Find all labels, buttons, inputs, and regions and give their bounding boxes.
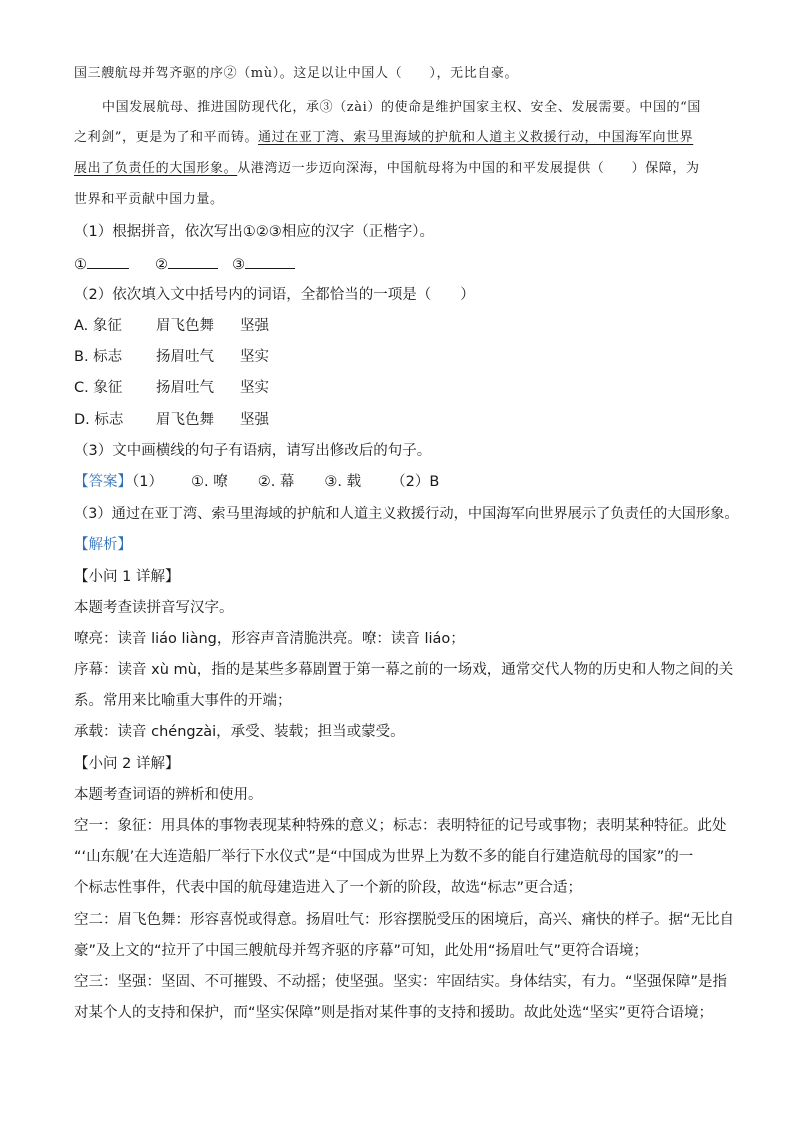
option-d-word-1: D. 标志 <box>74 412 124 428</box>
answer-part-3: （3）通过在亚丁湾、索马里海域的护航和人道主义救援行动，中国海军向世界展示了负责任的大国形象。 <box>74 506 739 522</box>
option-d-word-3: 坚强 <box>240 412 269 428</box>
sub2-line-5: 空二：眉飞色舞：形容喜悦或得意。扬眉吐气：形容摆脱受压的困境后，高兴、痛快的样子。据“无比自 <box>74 912 735 928</box>
blank-3-marker: ③ <box>232 257 245 273</box>
sub1-line-2: 嘹亮：读音 liáo liàng，形容声音清脆洪亮。嘹：读音 liáo； <box>74 631 465 647</box>
answer-part-2: （2）B <box>391 474 440 490</box>
underlined-sentence-part-2: 展出了负责任的大国形象。 <box>74 161 238 176</box>
sub2-line-4: 个标志性事件，代表中国的航母建造进入了一个新的阶段，故选“标志”更合适； <box>74 880 583 896</box>
passage-line-3-plain: 之利剑”，更是为了和平而铸。 <box>74 130 259 145</box>
passage-line-3 <box>74 128 693 148</box>
blank-3 <box>245 254 295 269</box>
option-d <box>74 410 269 430</box>
sub1-line-4: 系。常用来比喻重大事件的开端； <box>74 693 292 709</box>
option-b-word-2: 扬眉吐气 <box>156 349 214 365</box>
option-c-word-1: C. 象征 <box>74 380 123 396</box>
passage-line-4 <box>74 159 700 179</box>
sub2-line-1: 本题考查词语的辨析和使用。 <box>74 787 263 803</box>
blank-2-marker: ② <box>155 257 168 273</box>
blank-2 <box>168 254 218 269</box>
sub2-line-7: 空三：坚强：坚固、不可摧毁、不动摇；使坚强。坚实：牢固结实。身体结实，有力。“坚强保障”是指 <box>74 974 728 990</box>
answer-line-1 <box>74 472 439 492</box>
sub2-title: 【小问 2 详解】 <box>74 756 180 772</box>
option-a <box>74 316 269 336</box>
blank-1-marker: ① <box>74 257 87 273</box>
option-c <box>74 378 269 398</box>
question-1-prompt: （1）根据拼音，依次写出①②③相应的汉字（正楷字）。 <box>74 224 434 240</box>
option-b <box>74 347 269 367</box>
passage-line-2: 中国发展航母、推进国防现代化，承③（zài）的使命是维护国家主权、安全、发展需要。中国的“国 <box>102 100 702 115</box>
option-a-word-2: 眉飞色舞 <box>156 318 214 334</box>
sub1-line-5: 承载：读音 chéngzài，承受、装载；担当或蒙受。 <box>74 724 405 740</box>
sub2-line-8: 对某个人的支持和保护，而“坚实保障”则是指对某件事的支持和援助。故此处选“坚实”更符合语境； <box>74 1005 714 1021</box>
sub1-title: 【小问 1 详解】 <box>74 569 180 585</box>
passage-line-4-plain: 从港湾迈一步迈向深海，中国航母将为中国的和平发展提供（ ）保障，为 <box>237 161 700 176</box>
sub2-line-3: “‘山东舰’在大连造船厂举行下水仪式”是“中国成为世界上为数不多的能自行建造航母的国家”的一 <box>74 849 694 865</box>
option-d-word-2: 眉飞色舞 <box>156 412 214 428</box>
answer-label: 【答案】 <box>74 474 132 490</box>
analysis-label: 【解析】 <box>74 537 132 553</box>
question-2-prompt: （2）依次填入文中括号内的词语，全都恰当的一项是（ ） <box>74 287 475 303</box>
sub2-line-6: 豪”及上文的“拉开了中国三艘航母并驾齐驱的序幕”可知，此处用“扬眉吐气”更符合语境； <box>74 943 649 959</box>
answer-3: ③. 载 <box>324 474 362 490</box>
question-1-blanks <box>74 254 295 275</box>
question-3-prompt: （3）文中画横线的句子有语病，请写出修改后的句子。 <box>74 443 432 459</box>
sub1-line-1: 本题考查读拼音写汉字。 <box>74 600 234 616</box>
blank-1 <box>87 254 129 269</box>
answer-2: ②. 幕 <box>257 474 295 490</box>
option-a-word-1: A. 象征 <box>74 318 122 334</box>
passage-line-5: 世界和平贡献中国力量。 <box>74 192 224 207</box>
sub1-line-3: 序幕：读音 xù mù，指的是某些多幕剧置于第一幕之前的一场戏，通常交代人物的历史和人物之间的关 <box>74 662 734 678</box>
sub2-line-2: 空一：象征：用具体的事物表现某种特殊的意义；标志：表明特征的记号或事物；表明某种特征。此处 <box>74 818 727 834</box>
passage-line-1: 国三艘航母并驾齐驱的序②（mù）。这足以让中国人（ ），无比自豪。 <box>74 66 519 81</box>
option-b-word-3: 坚实 <box>240 349 269 365</box>
answer-1: ①. 嘹 <box>190 474 228 490</box>
option-c-word-3: 坚实 <box>240 380 269 396</box>
option-b-word-1: B. 标志 <box>74 349 123 365</box>
underlined-sentence-part-1: 通过在亚丁湾、索马里海域的护航和人道主义救援行动，中国海军向世界 <box>258 130 694 145</box>
option-c-word-2: 扬眉吐气 <box>156 380 214 396</box>
option-a-word-3: 坚强 <box>240 318 269 334</box>
answer-part-1-label: （1） <box>132 474 163 490</box>
